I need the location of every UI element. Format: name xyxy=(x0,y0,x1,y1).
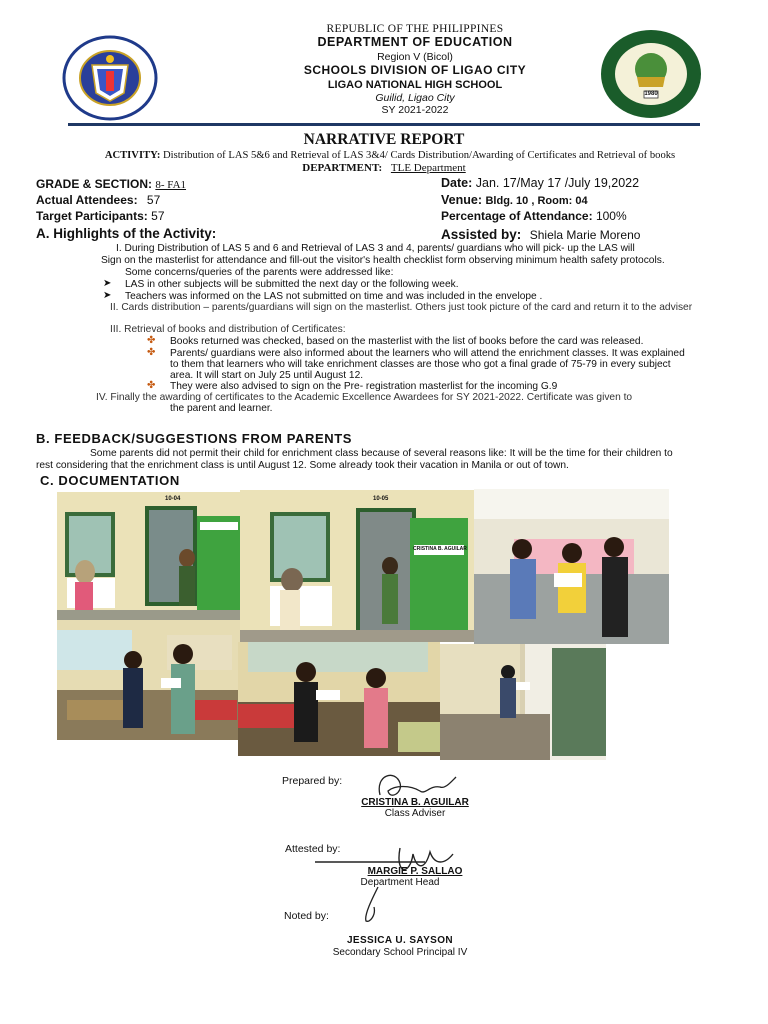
documentation-heading: C. DOCUMENTATION xyxy=(40,473,180,488)
deped-seal xyxy=(62,35,158,121)
attendees-label: Actual Attendees: xyxy=(36,193,138,207)
noted-label: Noted by: xyxy=(284,910,329,922)
header-address: Guilid, Ligao City xyxy=(375,92,455,104)
photo-classroom-parents xyxy=(57,620,240,740)
highlight-line-8: Books returned was checked, based on the masterlist with the list of books before the card was released. xyxy=(170,336,644,347)
attested-label: Attested by: xyxy=(285,843,341,855)
percentage-row xyxy=(441,209,627,223)
highlight-line-9: Parents/ guardians were also informed about the learners who will attend the enrichment classes. It was explained xyxy=(170,348,685,359)
venue-row xyxy=(441,193,588,207)
assisted-value: Shiela Marie Moreno xyxy=(529,228,641,242)
venue-value: Bldg. 10 , Room: 04 xyxy=(485,195,588,207)
grade-row xyxy=(36,177,186,191)
percentage-value: 100% xyxy=(595,209,627,223)
room-sign: 10-04 xyxy=(165,496,181,502)
header-region: Region V (Bicol) xyxy=(377,51,453,63)
target-value: 57 xyxy=(151,209,165,223)
venue-label: Venue: xyxy=(441,193,482,207)
photo-classroom-hallway xyxy=(440,644,606,760)
attested-name: MARGIE P. SALLAO xyxy=(367,866,463,877)
noted-name: JESSICA U. SAYSON xyxy=(346,935,454,946)
assisted-row xyxy=(441,226,640,244)
highlights-heading: A. Highlights of the Activity: xyxy=(36,226,217,241)
photo-classroom-door-2 xyxy=(240,490,474,642)
highlight-line-3: Some concerns/queries of the parents were addressed like: xyxy=(125,267,394,278)
header-division: SCHOOLS DIVISION OF LIGAO CITY xyxy=(303,63,527,77)
highlight-line-12: They were also advised to sign on the Pre- registration masterlist for the incoming G.9 xyxy=(170,381,558,392)
header-school: LIGAO NATIONAL HIGH SCHOOL xyxy=(327,79,503,91)
noted-title: Secondary School Principal IV xyxy=(332,947,468,958)
photo-certificate-awarding xyxy=(474,489,669,644)
grade-value: 8- FA1 xyxy=(155,179,187,191)
highlight-line-10: to them that learners who will take enrichment classes are those who got a final grade of 75-79 in every subject xyxy=(170,359,671,370)
prepared-title: Class Adviser xyxy=(384,808,446,819)
target-row xyxy=(36,209,165,223)
assisted-label: Assisted by: xyxy=(441,227,522,242)
highlight-line-1: I. During Distribution of LAS 5 and 6 and Retrieval of LAS 3 and 4, parents/ guardians who will pick- up the LAS will xyxy=(116,243,635,254)
arrow-bullet-icon: ➤ xyxy=(103,278,112,289)
highlight-line-7: III. Retrieval of books and distribution of Certificates: xyxy=(110,324,346,335)
activity-value: Distribution of LAS 5&6 and Retrieval of LAS 3&4/ Cards Distribution/Awarding of Certificates and Retrieval of books xyxy=(163,150,676,161)
highlight-line-6: II. Cards distribution – parents/guardians will sign on the masterlist. Others just took picture of the card and return it to the adviser xyxy=(110,302,693,313)
header-sy: SY 2021-2022 xyxy=(381,104,449,116)
highlight-line-14: the parent and learner. xyxy=(170,403,273,414)
department-label: DEPARTMENT: xyxy=(302,162,383,174)
diamond-bullet-icon: ✤ xyxy=(147,380,156,391)
department-value: TLE Department xyxy=(390,162,466,174)
target-label: Target Participants: xyxy=(36,209,148,223)
header-rule xyxy=(68,123,700,126)
diamond-bullet-icon: ✤ xyxy=(147,347,156,358)
activity-line xyxy=(20,150,760,161)
header-department: DEPARTMENT OF EDUCATION xyxy=(317,35,513,49)
highlight-line-11: area. It will start on July 25 until August 12. xyxy=(170,370,364,381)
photo-classroom-door-1 xyxy=(57,492,242,620)
signature-sayson xyxy=(360,885,390,925)
percentage-label: Percentage of Attendance: xyxy=(441,209,593,223)
prepared-label: Prepared by: xyxy=(282,775,343,787)
attendees-value: 57 xyxy=(146,193,161,207)
attendees-row xyxy=(36,193,160,207)
school-seal-year: 1980 xyxy=(644,91,658,97)
date-value: Jan. 17/May 17 /July 19,2022 xyxy=(475,176,640,190)
report-title: NARRATIVE REPORT xyxy=(303,131,465,148)
nameplate: CRISTINA B. AGUILAR xyxy=(413,546,467,552)
feedback-line-1: Some parents did not permit their child for enrichment class because of several reasons like: It will be the time for their children to xyxy=(90,448,673,459)
highlight-line-5: Teachers was informed on the LAS not submitted on time and was included in the envelope . xyxy=(125,291,543,302)
arrow-bullet-icon: ➤ xyxy=(103,290,112,301)
prepared-name: CRISTINA B. AGUILAR xyxy=(361,797,469,808)
grade-label: GRADE & SECTION: xyxy=(36,177,153,191)
header-republic: REPUBLIC OF THE PHILIPPINES xyxy=(326,23,504,35)
room-sign-2: 10-05 xyxy=(373,496,389,502)
diamond-bullet-icon: ✤ xyxy=(147,335,156,346)
highlight-line-2: Sign on the masterlist for attendance and fill-out the visitor's health checklist form observing minimum health safety protocols. xyxy=(101,255,665,266)
date-label: Date: xyxy=(441,176,473,190)
activity-label: ACTIVITY: xyxy=(104,150,161,161)
photo-classroom-teacher xyxy=(238,642,440,756)
highlight-line-4: LAS in other subjects will be submitted the next day or the following week. xyxy=(125,279,459,290)
highlight-line-13: IV. Finally the awarding of certificates to the Academic Excellence Awardees for SY 2021-2022. Certificate was given to xyxy=(96,392,633,403)
date-row xyxy=(441,176,639,190)
department-line xyxy=(0,162,768,174)
feedback-heading: B. FEEDBACK/SUGGESTIONS FROM PARENTS xyxy=(36,431,353,446)
feedback-line-2: rest considering that the enrichment class is until August 12. Some already took their vacation in Manila or out of town. xyxy=(36,460,569,471)
attested-title: Department Head xyxy=(360,877,440,888)
